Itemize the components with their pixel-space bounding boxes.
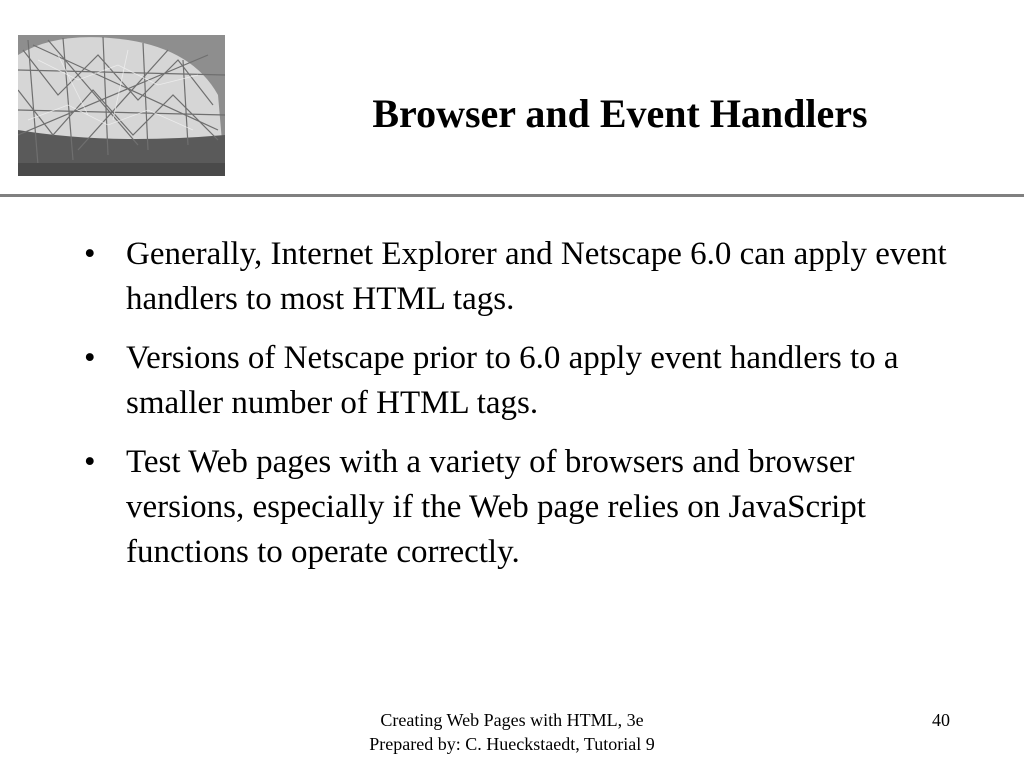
geodesic-dome-photo-icon: [18, 35, 225, 176]
bullet-icon: •: [84, 444, 96, 480]
footer-credits: [300, 708, 724, 756]
list-item: [84, 336, 954, 426]
title-divider: [0, 194, 1024, 197]
bullet-list: [84, 232, 954, 589]
bullet-text: Test Web pages with a variety of browsers and browser versions, especially if the Web page relies on JavaScript functions to operate correctly.: [126, 444, 866, 570]
page-number: 40: [932, 710, 950, 730]
slide-title: Browser and Event Handlers: [372, 91, 868, 136]
bullet-text: Generally, Internet Explorer and Netscape 6.0 can apply event handlers to most HTML tags.: [126, 236, 947, 317]
bullet-icon: •: [84, 236, 96, 272]
footer-course-title: Creating Web Pages with HTML, 3e: [380, 710, 644, 730]
list-item: [84, 440, 954, 575]
bullet-icon: •: [84, 340, 96, 376]
footer-author: Prepared by: C. Hueckstaedt, Tutorial 9: [369, 734, 655, 754]
list-item: [84, 232, 954, 322]
bullet-text: Versions of Netscape prior to 6.0 apply event handlers to a smaller number of HTML tags.: [126, 340, 899, 421]
